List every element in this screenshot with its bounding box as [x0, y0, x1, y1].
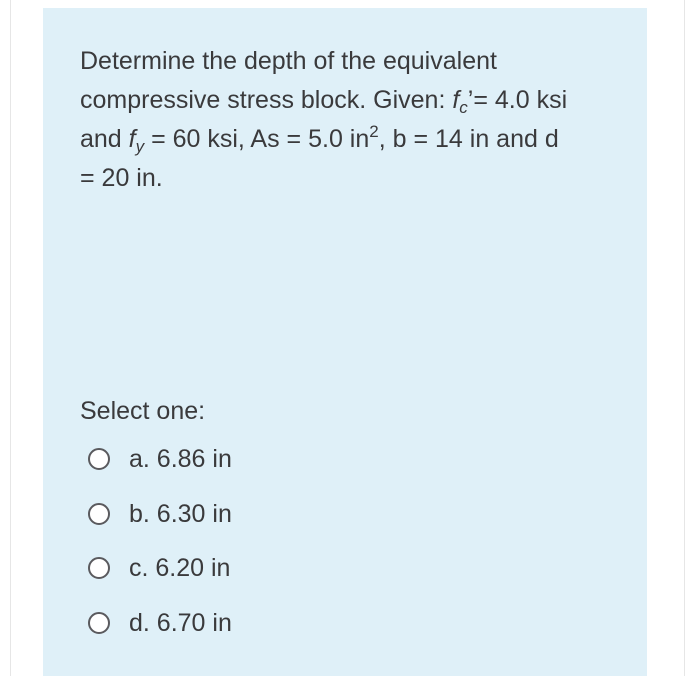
question-line-3-start: and: [80, 125, 129, 153]
fy-symbol: f: [128, 125, 136, 153]
option-d-label[interactable]: d. 6.70 in: [129, 609, 232, 637]
question-line-1: [80, 42, 640, 81]
question-line-3: [80, 120, 640, 159]
radio-button-a[interactable]: [88, 448, 110, 470]
left-border-line: [10, 0, 11, 676]
fy-subscript: [136, 137, 145, 156]
question-line-2-end: ’= 4.0 ksi: [467, 86, 568, 114]
select-one-label: Select one:: [80, 397, 206, 425]
fc-symbol: f: [452, 86, 460, 114]
question-card: [43, 8, 647, 676]
question-text: [80, 42, 640, 198]
option-b[interactable]: [88, 497, 232, 531]
option-a-label[interactable]: a. 6.86 in: [129, 445, 232, 473]
right-border-line: [684, 0, 685, 676]
question-line-4: [80, 159, 640, 198]
question-line-2: [80, 81, 640, 120]
as-superscript: 2: [369, 122, 379, 141]
question-line-1-text: Determine the depth of the equivalent: [80, 47, 497, 75]
fc-subscript-text: c: [459, 98, 468, 117]
radio-button-c[interactable]: [88, 557, 110, 579]
option-c-label[interactable]: c. 6.20 in: [129, 554, 231, 582]
question-line-3-mid: = 60 ksi, As = 5.0 in: [144, 125, 370, 153]
question-line-3-end: , b = 14 in and d: [378, 125, 559, 153]
fc-subscript: [459, 98, 468, 117]
option-b-label[interactable]: b. 6.30 in: [129, 500, 232, 528]
option-a[interactable]: [88, 442, 232, 476]
fy-subscript-text: y: [135, 137, 145, 156]
option-d[interactable]: [88, 606, 232, 640]
radio-button-d[interactable]: [88, 612, 110, 634]
option-c[interactable]: [88, 551, 230, 585]
question-line-2-start: compressive stress block. Given:: [80, 86, 453, 114]
radio-button-b[interactable]: [88, 503, 110, 525]
question-line-4-text: = 20 in.: [80, 164, 163, 192]
